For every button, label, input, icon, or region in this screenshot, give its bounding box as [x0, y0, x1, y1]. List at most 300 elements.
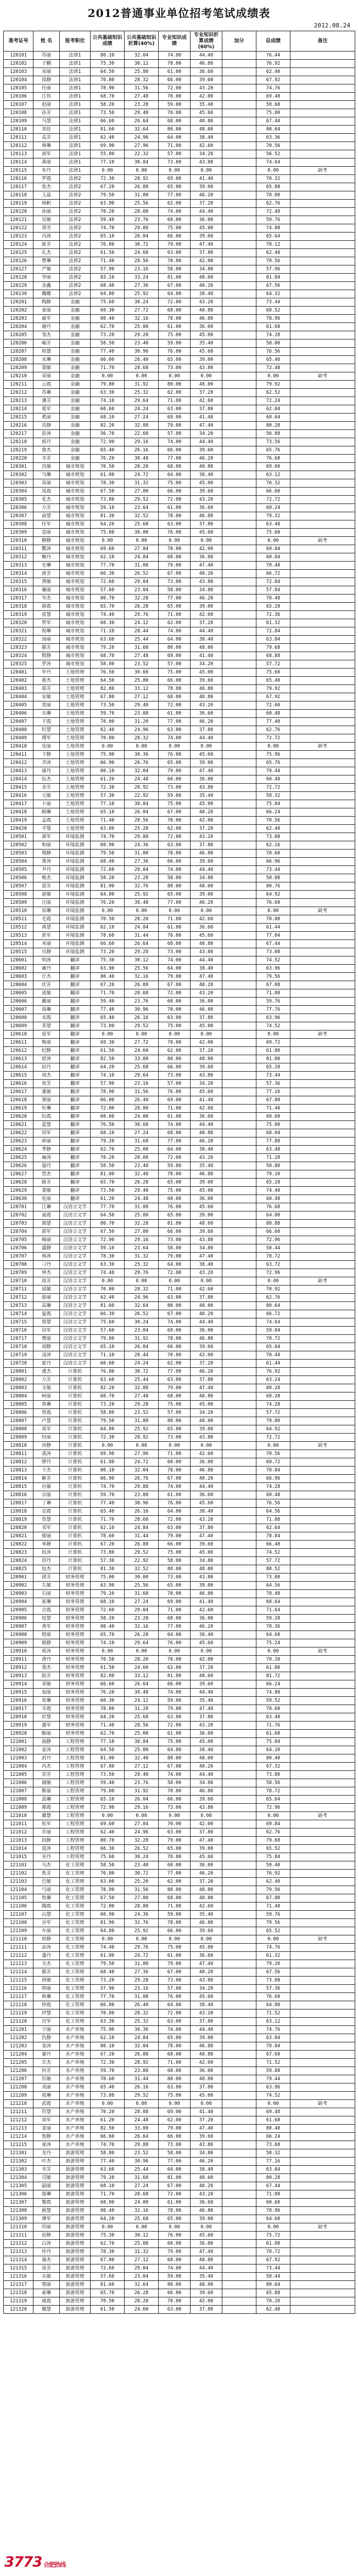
cell-public-weighted: 31.44 — [125, 2075, 159, 2084]
cell-name: 巫丹 — [33, 1853, 60, 1861]
cell-professional-weighted: 45.60 — [191, 1993, 222, 2001]
cell-position: 土地管理 — [60, 701, 91, 710]
cell-professional-weighted: 46.80 — [191, 1590, 222, 1598]
cell-professional-weighted: 43.20 — [191, 2009, 222, 2018]
cell-position: 水产养殖 — [60, 2042, 91, 2051]
cell-professional-weighted: 34.20 — [191, 660, 222, 669]
cell-name: 郭军 — [33, 1228, 60, 1236]
cell-professional-score: 76.00 — [159, 2232, 191, 2240]
cell-total: 70.56 — [256, 257, 290, 265]
cell-total: 75.96 — [256, 751, 290, 759]
cell-professional-weighted: 36.00 — [191, 998, 222, 1006]
cell-position: 汉语言文学 — [60, 1211, 91, 1220]
cell-remark — [290, 1573, 355, 1582]
cell-professional-weighted: 34.20 — [191, 1409, 222, 1417]
cell-total: 63.84 — [256, 2034, 290, 2042]
cell-remark — [290, 2256, 355, 2264]
cell-remark: 缺考 — [290, 743, 355, 751]
cell-remark — [290, 1244, 355, 1253]
cell-total: 70.20 — [256, 2297, 290, 2306]
cell-bonus — [222, 397, 256, 405]
cell-exam-id: 120812 — [4, 1458, 33, 1467]
cell-professional-score: 75.00 — [159, 2092, 191, 2100]
cell-public-score: 71.70 — [91, 364, 125, 372]
table-row — [4, 1828, 355, 1837]
cell-professional-weighted: 36.00 — [191, 553, 222, 562]
cell-professional-weighted: 44.40 — [191, 1483, 222, 1491]
cell-public-weighted: 25.08 — [125, 1146, 159, 1154]
cell-public-weighted: 29.40 — [125, 109, 159, 117]
table-row — [4, 1170, 355, 1179]
cell-remark — [290, 1565, 355, 1573]
cell-public-weighted: 31.92 — [125, 1335, 159, 1343]
cell-professional-weighted: 36.00 — [191, 216, 222, 224]
cell-professional-score: 63.00 — [159, 1376, 191, 1384]
table-row — [4, 1894, 355, 1903]
cell-bonus — [222, 1631, 256, 1639]
cell-name: 茅慧 — [33, 1022, 60, 1031]
cell-professional-score: 66.00 — [159, 1343, 191, 1351]
cell-public-weighted: 28.80 — [125, 1903, 159, 1911]
cell-public-weighted: 29.88 — [125, 1483, 159, 1491]
cell-exam-id: 120503 — [4, 850, 33, 858]
cell-name: 吴敏 — [33, 216, 60, 224]
cell-position: 金融 — [60, 364, 91, 372]
cell-total: 0.00 — [256, 1442, 290, 1450]
cell-remark — [290, 2042, 355, 2051]
cell-public-score: 78.30 — [91, 2248, 125, 2256]
cell-bonus — [222, 455, 256, 463]
cell-name: 应敏 — [33, 1483, 60, 1491]
cell-professional-weighted: 36.00 — [191, 1327, 222, 1335]
cell-professional-weighted: 43.80 — [191, 1072, 222, 1080]
cell-exam-id: 120705 — [4, 1236, 33, 1244]
cell-exam-id: 121012 — [4, 1828, 33, 1837]
cell-bonus — [222, 1442, 256, 1450]
cell-name: 蓟慧 — [33, 2207, 60, 2215]
cell-public-weighted: 29.76 — [125, 1269, 159, 1277]
cell-public-score: 76.80 — [91, 241, 125, 249]
table-row — [4, 2223, 355, 2232]
cell-bonus — [222, 1557, 256, 1565]
cell-professional-score: 67.00 — [159, 808, 191, 817]
cell-exam-id: 120203 — [4, 315, 33, 323]
cell-position: 化工管理 — [60, 1903, 91, 1911]
cell-professional-score: 64.00 — [159, 636, 191, 644]
cell-exam-id: 121215 — [4, 2141, 33, 2149]
cell-position: 水产养殖 — [60, 2051, 91, 2059]
cell-professional-weighted: 36.60 — [191, 1730, 222, 1738]
cell-public-weighted: 23.76 — [125, 1779, 159, 1787]
cell-public-weighted: 23.88 — [125, 710, 159, 718]
table-row — [4, 1425, 355, 1434]
cell-bonus — [222, 685, 256, 693]
table-row — [4, 545, 355, 553]
cell-position: 金融 — [60, 331, 91, 339]
cell-position: 计算机 — [60, 1467, 91, 1475]
cell-public-score: 69.30 — [91, 1039, 125, 1047]
table-row — [4, 858, 355, 866]
cell-remark — [290, 1894, 355, 1903]
cell-exam-id: 120415 — [4, 784, 33, 792]
table-row — [4, 1261, 355, 1269]
cell-remark — [290, 1302, 355, 1310]
cell-total: 74.52 — [256, 1022, 290, 1031]
cell-professional-weighted: 38.40 — [191, 2166, 222, 2174]
cell-professional-weighted: 46.80 — [191, 1335, 222, 1343]
cell-name: 谢丹 — [33, 323, 60, 331]
cell-total: 81.00 — [256, 1055, 290, 1063]
cell-exam-id: 120917 — [4, 1705, 33, 1713]
table-row — [4, 1228, 355, 1236]
cell-name: 武霞 — [33, 2100, 60, 2108]
cell-bonus — [222, 956, 256, 965]
cell-bonus — [222, 1425, 256, 1434]
cell-position: 旅游管理 — [60, 2248, 91, 2256]
cell-bonus — [222, 1664, 256, 1672]
cell-position: 化工管理 — [60, 2009, 91, 2018]
cell-name: 严敏 — [33, 265, 60, 274]
table-row — [4, 1409, 355, 1417]
cell-exam-id: 120515 — [4, 948, 33, 956]
cell-total: 73.08 — [256, 948, 290, 956]
cell-professional-score: 71.00 — [159, 142, 191, 150]
table-row — [4, 660, 355, 669]
cell-position: 工程管理 — [60, 1853, 91, 1861]
cell-professional-score: 66.00 — [159, 76, 191, 84]
cell-bonus — [222, 2281, 256, 2289]
cell-professional-weighted: 42.60 — [191, 397, 222, 405]
cell-professional-weighted: 46.20 — [191, 1368, 222, 1376]
table-row — [4, 989, 355, 998]
cell-professional-score: 0.00 — [159, 1935, 191, 1944]
cell-name: 齐涛 — [33, 759, 60, 767]
cell-remark — [290, 504, 355, 512]
cell-exam-id: 120810 — [4, 1442, 33, 1450]
cell-remark — [290, 2149, 355, 2158]
cell-position: 化工管理 — [60, 2001, 91, 2009]
cell-name: 石丽 — [33, 1590, 60, 1598]
cell-total: 61.68 — [256, 2116, 290, 2125]
cell-remark — [290, 669, 355, 677]
cell-total: 79.20 — [256, 1170, 290, 1179]
cell-public-weighted: 24.24 — [125, 405, 159, 414]
cell-public-score: 63.60 — [91, 2166, 125, 2174]
cell-exam-id: 121015 — [4, 1853, 33, 1861]
cell-public-weighted: 0.00 — [125, 1442, 159, 1450]
cell-remark — [290, 2051, 355, 2059]
cell-bonus — [222, 2075, 256, 2084]
table-row — [4, 1031, 355, 1039]
cell-professional-weighted: 46.20 — [191, 1623, 222, 1631]
cell-total: 56.52 — [256, 150, 290, 158]
cell-bonus — [222, 627, 256, 636]
cell-public-score: 74.70 — [91, 833, 125, 841]
cell-public-weighted: 23.52 — [125, 660, 159, 669]
table-row — [4, 1088, 355, 1096]
cell-remark — [290, 586, 355, 595]
cell-exam-id: 120615 — [4, 1072, 33, 1080]
cell-public-score: 66.30 — [91, 1845, 125, 1853]
cell-public-score: 61.80 — [91, 1952, 125, 1960]
cell-position: 汉语言文学 — [60, 1286, 91, 1294]
cell-exam-id: 120905 — [4, 1606, 33, 1615]
cell-position: 汉语言文学 — [60, 1203, 91, 1211]
cell-public-weighted: 23.04 — [125, 2273, 159, 2281]
cell-bonus — [222, 2306, 256, 2314]
cell-remark — [290, 726, 355, 734]
cell-bonus — [222, 1516, 256, 1524]
cell-bonus — [222, 2158, 256, 2166]
cell-total: 69.72 — [256, 1039, 290, 1047]
cell-bonus — [222, 2166, 256, 2174]
cell-name: 杭涛 — [33, 1549, 60, 1557]
cell-public-score: 74.10 — [91, 397, 125, 405]
cell-public-weighted: 26.52 — [125, 570, 159, 578]
table-row — [4, 233, 355, 241]
cell-bonus — [222, 998, 256, 1006]
cell-remark — [290, 701, 355, 710]
table-row — [4, 1211, 355, 1220]
cell-public-weighted: 23.28 — [125, 874, 159, 882]
cell-bonus — [222, 570, 256, 578]
cell-exam-id: 120620 — [4, 1113, 33, 1121]
cell-professional-weighted: 48.00 — [191, 1754, 222, 1763]
cell-total: 70.56 — [256, 817, 290, 825]
cell-bonus — [222, 2100, 256, 2108]
cell-total: 65.28 — [256, 1179, 290, 1187]
cell-remark — [290, 685, 355, 693]
cell-total: 73.68 — [256, 2141, 290, 2149]
cell-exam-id: 121212 — [4, 2116, 33, 2125]
cell-public-weighted: 0.00 — [125, 2100, 159, 2108]
cell-position: 土地管理 — [60, 759, 91, 767]
cell-position: 土地管理 — [60, 693, 91, 701]
cell-professional-score: 70.00 — [159, 1820, 191, 1828]
cell-name: 仲霞 — [33, 2001, 60, 2009]
cell-public-weighted: 25.20 — [125, 1878, 159, 1886]
cell-public-weighted: 23.52 — [125, 2149, 159, 2158]
cell-bonus — [222, 1409, 256, 1417]
cell-public-weighted: 27.96 — [125, 1450, 159, 1458]
table-row — [4, 2190, 355, 2199]
cell-remark — [290, 117, 355, 126]
cell-public-score: 82.80 — [91, 685, 125, 693]
cell-total: 57.36 — [256, 1985, 290, 1993]
cell-public-score: 59.40 — [91, 998, 125, 1006]
table-row — [4, 241, 355, 249]
cell-remark — [290, 1639, 355, 1647]
cell-bonus — [222, 1746, 256, 1754]
cell-public-weighted: 32.76 — [125, 882, 159, 891]
cell-remark — [290, 1491, 355, 1499]
table-row — [4, 1286, 355, 1294]
cell-professional-weighted: 36.00 — [191, 2240, 222, 2248]
cell-remark — [290, 2166, 355, 2174]
table-row — [4, 2075, 355, 2084]
cell-professional-score: 76.00 — [159, 1088, 191, 1096]
cell-public-score: 78.90 — [91, 84, 125, 93]
cell-public-weighted: 28.32 — [125, 76, 159, 84]
cell-professional-score: 77.00 — [159, 595, 191, 603]
cell-total: 0.00 — [256, 2100, 290, 2108]
cell-total: 65.52 — [256, 1927, 290, 1935]
cell-public-score: 58.80 — [91, 1409, 125, 1417]
cell-exam-id: 120903 — [4, 1590, 33, 1598]
cell-remark — [290, 973, 355, 981]
cell-total: 61.68 — [256, 1730, 290, 1738]
cell-exam-id: 120514 — [4, 940, 33, 948]
cell-public-weighted: 29.64 — [125, 1072, 159, 1080]
cell-professional-weighted: 0.00 — [191, 372, 222, 381]
cell-position: 汉语言文学 — [60, 1220, 91, 1228]
cell-bonus — [222, 1771, 256, 1779]
cell-total: 80.28 — [256, 2174, 290, 2182]
cell-professional-weighted: 37.80 — [191, 2018, 222, 2026]
cell-professional-score: 78.00 — [159, 315, 191, 323]
cell-exam-id: 120130 — [4, 290, 33, 298]
cell-total: 64.56 — [256, 1508, 290, 1516]
table-row — [4, 948, 355, 956]
cell-exam-id: 120213 — [4, 397, 33, 405]
cell-professional-score: 71.00 — [159, 1903, 191, 1911]
cell-professional-weighted: 46.20 — [191, 899, 222, 907]
cell-professional-weighted: 42.60 — [191, 1105, 222, 1113]
cell-public-weighted: 27.84 — [125, 1820, 159, 1828]
cell-professional-score: 66.00 — [159, 1796, 191, 1804]
cell-bonus — [222, 734, 256, 743]
cell-position: 土地管理 — [60, 800, 91, 808]
cell-bonus — [222, 1146, 256, 1154]
cell-total: 60.48 — [256, 775, 290, 784]
cell-exam-id: 121001 — [4, 1738, 33, 1746]
cell-public-weighted: 32.76 — [125, 1919, 159, 1927]
cell-bonus — [222, 2141, 256, 2149]
cell-professional-weighted: 40.80 — [191, 463, 222, 471]
cell-total: 65.64 — [256, 233, 290, 241]
cell-public-score: 75.30 — [91, 2232, 125, 2240]
table-row — [4, 1804, 355, 1812]
cell-public-score: 63.30 — [91, 2018, 125, 2026]
cell-professional-score: 66.00 — [159, 446, 191, 455]
cell-total: 78.72 — [256, 1787, 290, 1796]
cell-public-weighted: 30.60 — [125, 1121, 159, 1129]
cell-bonus — [222, 364, 256, 372]
cell-public-weighted: 32.16 — [125, 2207, 159, 2215]
cell-public-weighted: 30.72 — [125, 1368, 159, 1376]
table-row — [4, 1968, 355, 1977]
cell-position: 法律2 — [60, 200, 91, 208]
cell-total: 75.84 — [256, 1738, 290, 1746]
cell-professional-weighted: 42.00 — [191, 1656, 222, 1664]
cell-remark — [290, 932, 355, 940]
cell-total: 77.16 — [256, 1088, 290, 1096]
cell-professional-score: 65.00 — [159, 1425, 191, 1434]
cell-position: 法律2 — [60, 208, 91, 216]
cell-position: 法律1 — [60, 150, 91, 158]
cell-bonus — [222, 899, 256, 907]
cell-name: 甄丽 — [33, 1730, 60, 1738]
cell-public-score: 73.80 — [91, 1022, 125, 1031]
cell-name: 熊丽 — [33, 1039, 60, 1047]
cell-total: 58.80 — [256, 339, 290, 348]
cell-exam-id: 120215 — [4, 414, 33, 422]
cell-position: 水产养殖 — [60, 2108, 91, 2116]
cell-public-weighted: 32.04 — [125, 52, 159, 60]
cell-professional-weighted: 38.40 — [191, 471, 222, 479]
table-row — [4, 2166, 355, 2174]
cell-professional-weighted: 39.60 — [191, 233, 222, 241]
cell-name: 鲁杰 — [33, 446, 60, 455]
cell-public-score: 60.00 — [91, 2199, 125, 2207]
cell-professional-weighted: 36.60 — [191, 924, 222, 932]
cell-position: 法律1 — [60, 93, 91, 101]
cell-remark — [290, 850, 355, 858]
table-row — [4, 529, 355, 537]
cell-name: 赵丽 — [33, 101, 60, 109]
cell-position: 化工管理 — [60, 1935, 91, 1944]
cell-remark — [290, 2034, 355, 2042]
document-title: 2012普通事业单位招考笔试成绩表 — [87, 7, 271, 20]
cell-position: 水产养殖 — [60, 2075, 91, 2084]
cell-name: 胡静 — [33, 1343, 60, 1351]
cell-name: 俞慧 — [33, 512, 60, 520]
cell-professional-score: 81.00 — [159, 1220, 191, 1228]
cell-professional-score: 63.00 — [159, 726, 191, 734]
cell-professional-score: 0.00 — [159, 1442, 191, 1450]
cell-name: 孟霞 — [33, 817, 60, 825]
cell-exam-id: 120103 — [4, 68, 33, 76]
cell-professional-score: 68.00 — [159, 307, 191, 315]
table-row — [4, 726, 355, 734]
cell-remark — [290, 84, 355, 93]
cell-position: 计算机 — [60, 1541, 91, 1549]
cell-public-score: 67.50 — [91, 1894, 125, 1903]
cell-public-score: 65.10 — [91, 1796, 125, 1804]
cell-remark — [290, 1697, 355, 1705]
cell-professional-weighted: 46.80 — [191, 1919, 222, 1927]
cell-remark — [290, 348, 355, 356]
cell-total: 81.72 — [256, 1672, 290, 1680]
cell-exam-id: 120819 — [4, 1516, 33, 1524]
cell-professional-weighted: 35.40 — [191, 339, 222, 348]
cell-professional-score: 80.00 — [159, 381, 191, 389]
cell-professional-weighted: 41.40 — [191, 1598, 222, 1606]
cell-public-weighted: 27.72 — [125, 307, 159, 315]
cell-name: 籍慧 — [33, 2306, 60, 2314]
cell-total: 0.00 — [256, 907, 290, 915]
cell-public-score: 58.80 — [91, 2149, 125, 2158]
cell-position: 工程管理 — [60, 1754, 91, 1763]
cell-exam-id: 120411 — [4, 751, 33, 759]
cell-total: 67.56 — [256, 1968, 290, 1977]
cell-remark — [290, 463, 355, 471]
cell-total: 71.88 — [256, 989, 290, 998]
header-name: 姓 名 — [33, 31, 60, 52]
table-row — [4, 2100, 355, 2108]
cell-remark — [290, 2248, 355, 2256]
cell-public-weighted: 23.64 — [125, 1244, 159, 1253]
cell-public-score: 72.60 — [91, 2264, 125, 2273]
cell-position: 计算机 — [60, 1516, 91, 1524]
cell-remark — [290, 307, 355, 315]
cell-position: 财务管理 — [60, 1647, 91, 1656]
cell-public-score: 80.70 — [91, 1220, 125, 1228]
cell-professional-weighted: 36.00 — [191, 775, 222, 784]
cell-professional-score: 73.00 — [159, 578, 191, 586]
cell-bonus — [222, 743, 256, 751]
cell-professional-weighted: 35.40 — [191, 1162, 222, 1170]
